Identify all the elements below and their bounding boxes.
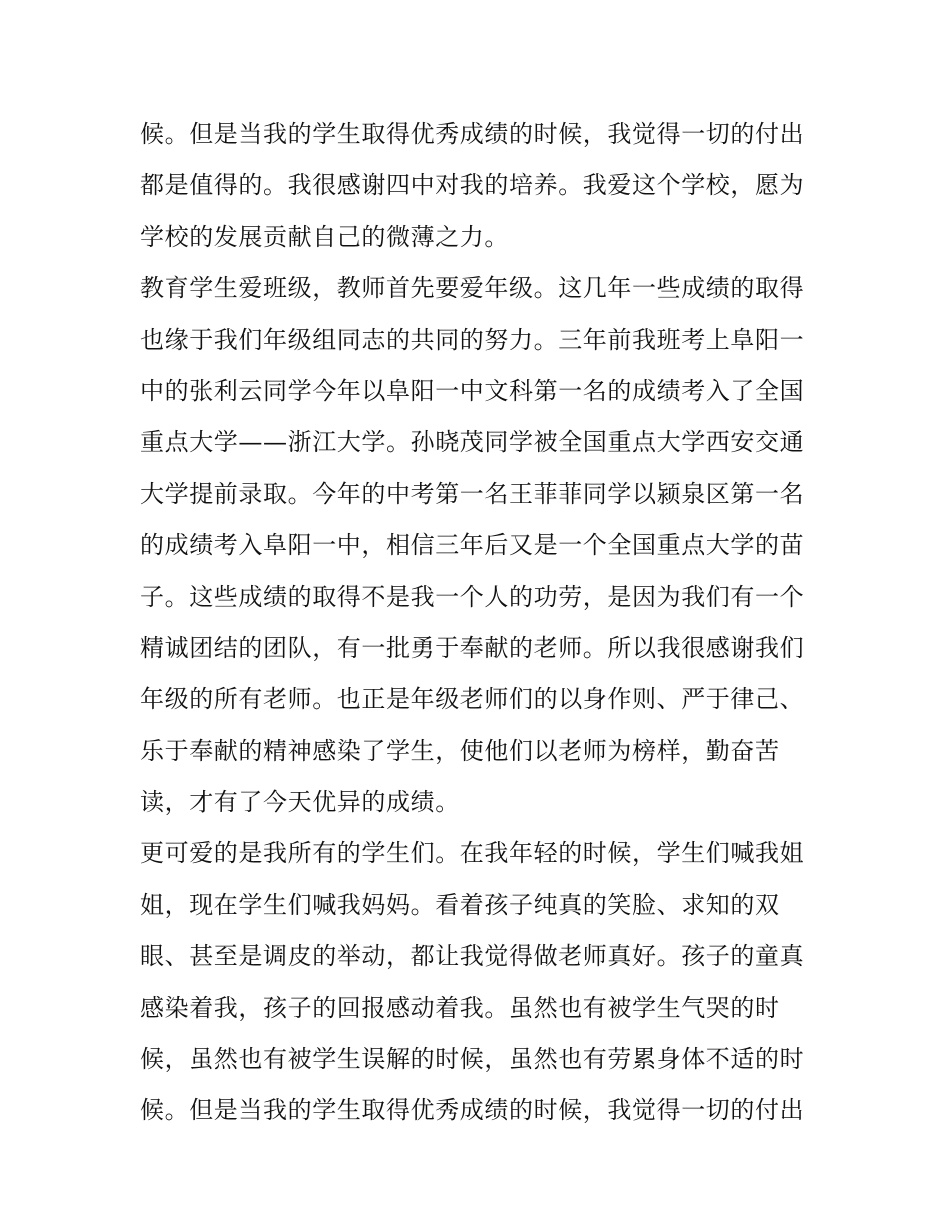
text-line: 感染着我，孩子的回报感动着我。虽然也有被学生气哭的时 xyxy=(140,993,780,1022)
text-line: 都是值得的。我很感谢四中对我的培养。我爱这个学校，愿为 xyxy=(140,171,805,200)
document-page xyxy=(140,109,820,1137)
text-line: 教育学生爱班级，教师首先要爱年级。这几年一些成绩的取得 xyxy=(140,274,805,303)
text-line: 也缘于我们年级组同志的共同的努力。三年前我班考上阜阳一 xyxy=(140,325,805,354)
text-line: 眼、甚至是调皮的举动，都让我觉得做老师真好。孩子的童真 xyxy=(140,942,805,971)
text-line: 的成绩考入阜阳一中，相信三年后又是一个全国重点大学的苗 xyxy=(140,531,805,560)
text-line: 精诚团结的团队，有一批勇于奉献的老师。所以我很感谢我们 xyxy=(140,633,805,662)
text-line: 候。但是当我的学生取得优秀成绩的时候，我觉得一切的付出 xyxy=(140,120,805,148)
text-line: 姐，现在学生们喊我妈妈。看着孩子纯真的笑脸、求知的双 xyxy=(140,890,780,919)
text-line: 读，才有了今天优异的成绩。 xyxy=(140,788,460,817)
text-line: 更可爱的是我所有的学生们。在我年轻的时候，学生们喊我姐 xyxy=(140,839,805,868)
text-line: 重点大学——浙江大学。孙晓茂同学被全国重点大学西安交通 xyxy=(140,428,805,457)
text-line: 中的张利云同学今年以阜阳一中文科第一名的成绩考入了全国 xyxy=(140,376,805,405)
text-line: 年级的所有老师。也正是年级老师们的以身作则、严于律己、 xyxy=(140,685,805,714)
text-line: 候。但是当我的学生取得优秀成绩的时候，我觉得一切的付出 xyxy=(140,1096,805,1125)
text-line: 子。这些成绩的取得不是我一个人的功劳，是因为我们有一个 xyxy=(140,582,805,611)
text-line: 乐于奉献的精神感染了学生，使他们以老师为榜样，勤奋苦 xyxy=(140,736,780,765)
text-line: 候，虽然也有被学生误解的时候，虽然也有劳累身体不适的时 xyxy=(140,1045,805,1074)
text-line: 大学提前录取。今年的中考第一名王菲菲同学以颍泉区第一名 xyxy=(140,479,805,508)
text-line: 学校的发展贡献自己的微薄之力。 xyxy=(140,222,509,251)
